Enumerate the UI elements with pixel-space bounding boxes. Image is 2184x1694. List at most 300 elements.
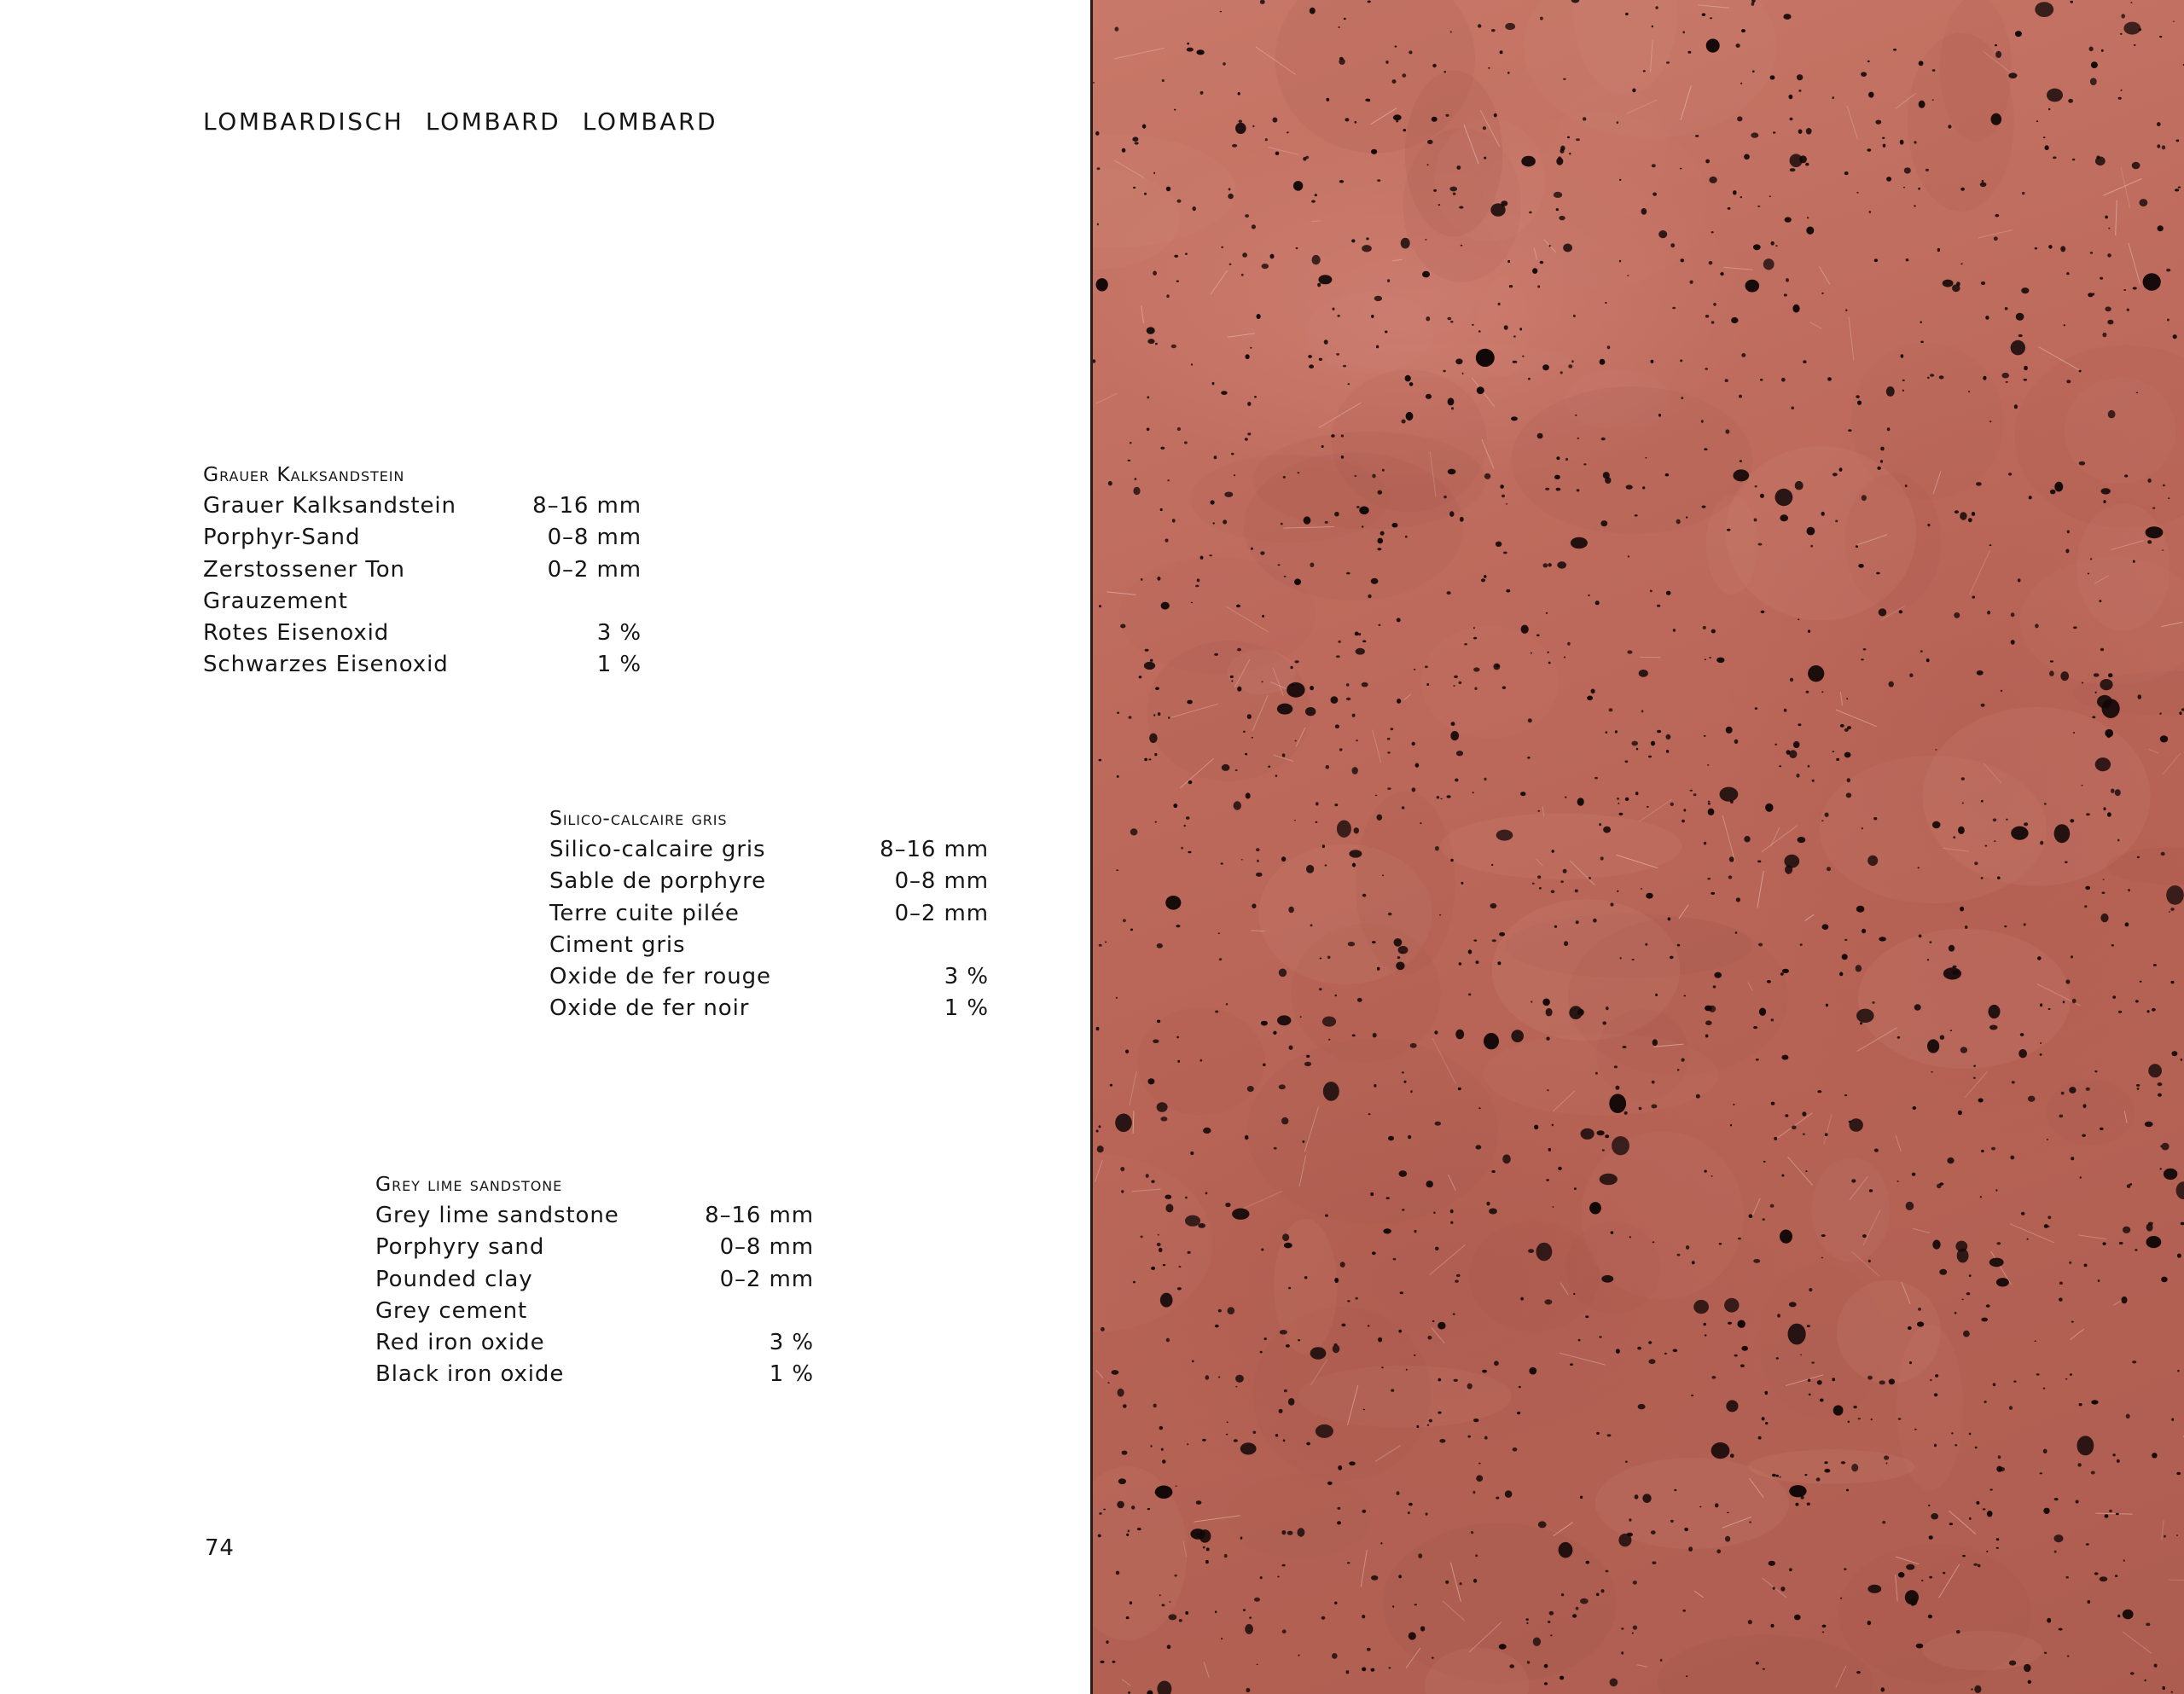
concrete-pore (2028, 1680, 2031, 1684)
concrete-pore (1651, 360, 1654, 363)
concrete-pore (1188, 780, 1193, 784)
concrete-pore (1993, 818, 1997, 821)
concrete-pore (1860, 1022, 1862, 1024)
concrete-pore (1425, 665, 1428, 668)
concrete-pore (1215, 1610, 1217, 1613)
concrete-pore (2054, 1534, 2064, 1542)
concrete-scratch (1141, 305, 1144, 323)
concrete-pore (1670, 956, 1674, 960)
concrete-pore (2082, 785, 2083, 786)
concrete-pore (1647, 806, 1649, 808)
concrete-pore (1279, 1409, 1283, 1413)
concrete-pore (1262, 615, 1264, 618)
concrete-pore (1337, 1521, 1341, 1524)
concrete-pore (2049, 670, 2054, 676)
concrete-scratch (1211, 270, 1227, 294)
concrete-pore (1600, 520, 1607, 526)
concrete-pore (1414, 669, 1415, 670)
concrete-pore (1352, 863, 1356, 867)
concrete-pore (1153, 1040, 1159, 1044)
concrete-pore (1826, 1004, 1828, 1007)
ingredient-row (375, 1232, 814, 1263)
concrete-pore (1366, 237, 1368, 240)
concrete-pore (1862, 929, 1866, 933)
ingredient-value: 8–16 mm (532, 493, 642, 519)
concrete-pore (1607, 1434, 1612, 1436)
concrete-pore (1153, 271, 1157, 276)
concrete-pore (1453, 685, 1455, 687)
concrete-pore (1565, 797, 1566, 798)
concrete-pore (1232, 1209, 1249, 1220)
concrete-pore (1110, 1084, 1112, 1087)
concrete-pore (2140, 199, 2148, 206)
concrete-pore (1962, 1299, 1964, 1301)
concrete-pore (1281, 1117, 1288, 1124)
concrete-pore (1509, 1664, 1514, 1668)
concrete-pore (1105, 942, 1107, 943)
concrete-pore (1188, 851, 1191, 854)
concrete-pore (1477, 386, 1484, 394)
concrete-pore (1908, 1326, 1912, 1330)
concrete-pore (1642, 1494, 1651, 1503)
concrete-pore (1872, 1001, 1874, 1004)
concrete-pore (1807, 1503, 1810, 1506)
concrete-pore (2018, 1049, 2027, 1058)
concrete-pore (1439, 914, 1441, 915)
concrete-scratch (1392, 259, 1403, 261)
concrete-pore (2137, 1088, 2140, 1090)
concrete-pore (1641, 710, 1644, 712)
concrete-pore (1177, 1060, 1180, 1063)
concrete-pore (1239, 120, 1242, 123)
concrete-pore (2138, 694, 2142, 699)
concrete-pore (2048, 1008, 2051, 1010)
concrete-pore (2102, 333, 2106, 337)
concrete-pore (1554, 925, 1557, 928)
concrete-pore (1789, 95, 1793, 100)
concrete-pore (2147, 479, 2151, 483)
concrete-pore (1455, 1030, 1464, 1040)
concrete-pore (1507, 260, 1510, 263)
concrete-pore (1241, 274, 1244, 276)
concrete-pore (1758, 1436, 1762, 1440)
concrete-pore (1858, 1418, 1861, 1419)
ingredient-name: Grey cement (375, 1297, 528, 1324)
concrete-pore (1573, 1293, 1575, 1295)
concrete-pore (1707, 764, 1709, 766)
concrete-pore (1777, 1314, 1780, 1317)
concrete-pore (1157, 1681, 1171, 1694)
concrete-pore (1120, 624, 1125, 629)
concrete-pore (1284, 1389, 1287, 1393)
concrete-pore (1434, 1030, 1438, 1034)
concrete-pore (2135, 1249, 2137, 1251)
concrete-pore (2047, 89, 2063, 102)
concrete-pore (1658, 414, 1661, 417)
concrete-pore (1867, 1585, 1881, 1593)
concrete-pore (1181, 847, 1183, 850)
concrete-pore (1144, 662, 1155, 670)
concrete-pore (1755, 707, 1757, 710)
concrete-pore (2013, 1381, 2016, 1383)
concrete-pore (1179, 1266, 1182, 1268)
concrete-pore (2071, 955, 2073, 958)
concrete-pore (1380, 531, 1385, 536)
concrete-pore (1133, 487, 1140, 495)
concrete-pore (1387, 787, 1391, 790)
concrete-pore (1500, 484, 1504, 489)
concrete-pore (1295, 660, 1299, 663)
concrete-pore (1352, 1035, 1356, 1037)
concrete-pore (1912, 1173, 1916, 1176)
concrete-pore (2020, 1033, 2024, 1036)
concrete-pore (1795, 481, 1804, 490)
concrete-pore (1377, 548, 1381, 550)
concrete-pore (1733, 469, 1749, 481)
concrete-pore (1708, 809, 1715, 815)
concrete-pore (1093, 82, 1095, 84)
concrete-pore (1850, 1118, 1863, 1131)
concrete-scratch (2169, 1580, 2184, 1581)
concrete-pore (1288, 907, 1294, 914)
concrete-pore (1371, 149, 1377, 154)
concrete-pore (1652, 1561, 1656, 1564)
concrete-pore (1969, 1433, 1972, 1436)
concrete-pore (1792, 1126, 1797, 1130)
concrete-pore (1265, 138, 1268, 141)
concrete-pore (1112, 1370, 1119, 1375)
concrete-pore (1757, 206, 1760, 207)
concrete-pore (1521, 156, 1536, 167)
concrete-pore (2047, 1618, 2051, 1623)
concrete-pore (1705, 1334, 1707, 1336)
concrete-pore (1848, 429, 1851, 432)
concrete-pore (1930, 941, 1932, 943)
concrete-pore (1486, 355, 1490, 358)
concrete-pore (1333, 1344, 1340, 1353)
concrete-pore (1978, 1564, 1981, 1568)
concrete-pore (1116, 869, 1118, 871)
concrete-pore (2086, 1088, 2090, 1091)
concrete-pore (2065, 862, 2068, 864)
concrete-pore (1186, 816, 1190, 820)
concrete-pore (1635, 514, 1638, 516)
concrete-pore (2073, 732, 2075, 734)
concrete-pore (1310, 563, 1314, 568)
concrete-pore (1122, 1451, 1128, 1455)
concrete-scratch (1896, 1135, 1901, 1152)
concrete-pore (1096, 1027, 1100, 1030)
concrete-pore (1476, 349, 1495, 367)
concrete-pore (1763, 1161, 1766, 1163)
concrete-pore (1246, 354, 1250, 359)
concrete-pore (1713, 303, 1716, 306)
concrete-pore (1798, 837, 1806, 843)
concrete-pore (1252, 1431, 1256, 1434)
concrete-pore (1629, 1518, 1631, 1521)
concrete-pore (1129, 716, 1132, 718)
concrete-pore (1983, 1508, 1986, 1510)
concrete-pore (1696, 1094, 1700, 1099)
concrete-pore (1455, 1279, 1459, 1282)
concrete-pore (1901, 354, 1904, 357)
concrete-pore (1165, 1195, 1171, 1199)
concrete-pore (1453, 1314, 1455, 1315)
concrete-pore (1273, 118, 1278, 123)
concrete-pore (1397, 956, 1401, 959)
concrete-pore (1392, 79, 1397, 84)
concrete-pore (1874, 1149, 1879, 1152)
concrete-pore (1334, 1278, 1339, 1283)
concrete-pore (1560, 148, 1564, 154)
concrete-pore (2177, 1254, 2181, 1258)
concrete-pore (1531, 1001, 1532, 1002)
concrete-pore (1879, 937, 1886, 941)
concrete-pore (1404, 1081, 1407, 1083)
concrete-pore (1856, 395, 1860, 398)
concrete-pore (2132, 162, 2140, 170)
concrete-pore (1869, 211, 1871, 213)
concrete-pore (1879, 1380, 1885, 1384)
concrete-pore (1245, 1135, 1249, 1140)
concrete-pore (1683, 809, 1686, 811)
concrete-pore (1965, 925, 1968, 929)
concrete-pore (1165, 1204, 1173, 1212)
concrete-pore (1808, 665, 1824, 682)
concrete-pore (1666, 591, 1671, 595)
concrete-mottle (2046, 1080, 2135, 1146)
concrete-scratch (1757, 871, 1763, 908)
concrete-pore (1159, 1426, 1164, 1430)
concrete-pore (1362, 525, 1363, 528)
concrete-pore (1334, 512, 1339, 517)
concrete-mottle (2014, 345, 2184, 528)
concrete-pore (1473, 1579, 1477, 1583)
concrete-pore (2059, 1115, 2063, 1118)
concrete-pore (1977, 670, 1984, 676)
concrete-pore (1611, 1231, 1614, 1233)
concrete-pore (1986, 1304, 1990, 1308)
concrete-pore (1167, 479, 1170, 481)
concrete-pore (2091, 1400, 2098, 1404)
concrete-pore (2102, 891, 2106, 894)
concrete-pore (1809, 1394, 1811, 1395)
concrete-scratch (1824, 1115, 1832, 1145)
concrete-pore (2115, 1575, 2117, 1577)
concrete-pore (2133, 287, 2137, 289)
concrete-pore (1148, 758, 1151, 760)
concrete-pore (1862, 495, 1867, 501)
concrete-pore (1867, 1621, 1872, 1625)
concrete-pore (1948, 125, 1951, 128)
concrete-pore (1499, 932, 1505, 937)
concrete-pore (1260, 1576, 1263, 1579)
concrete-pore (1155, 343, 1158, 345)
concrete-pore (1849, 1121, 1851, 1123)
concrete-pore (1991, 113, 2002, 125)
concrete-pore (1196, 1533, 1199, 1535)
concrete-pore (1556, 488, 1561, 491)
concrete-pore (2123, 1227, 2130, 1233)
concrete-pore (1672, 307, 1676, 310)
concrete-pore (1917, 1321, 1924, 1326)
concrete-pore (1740, 196, 1743, 198)
concrete-pore (1840, 724, 1844, 728)
ingredient-value: 0–8 mm (894, 868, 989, 895)
concrete-pore (1397, 699, 1401, 704)
concrete-pore (2107, 812, 2111, 816)
concrete-pore (1331, 696, 1339, 704)
concrete-pore (1591, 689, 1595, 694)
concrete-pore (1494, 113, 1497, 118)
concrete-pore (1490, 903, 1497, 908)
concrete-pore (2079, 1403, 2082, 1406)
concrete-pore (2120, 33, 2123, 35)
concrete-pore (1808, 1378, 1811, 1382)
concrete-pore (1130, 442, 1132, 444)
concrete-pore (1398, 1330, 1402, 1333)
concrete-pore (1939, 1269, 1947, 1275)
concrete-pore (1580, 1598, 1589, 1604)
concrete-pore (1762, 1417, 1765, 1420)
concrete-pore (2077, 1463, 2081, 1466)
concrete-pore (1673, 1349, 1678, 1353)
concrete-pore (1279, 1084, 1286, 1089)
concrete-pore (1758, 543, 1763, 546)
concrete-pore (1822, 924, 1829, 930)
concrete-pore (1844, 752, 1851, 758)
concrete-pore (2036, 1373, 2040, 1376)
concrete-pore (1505, 1490, 1513, 1498)
concrete-pore (1867, 148, 1871, 151)
concrete-pore (1962, 803, 1964, 804)
concrete-pore (1683, 31, 1685, 33)
concrete-pore (1221, 862, 1223, 864)
concrete-pore (2090, 78, 2097, 85)
concrete-pore (1867, 61, 1870, 62)
concrete-pore (1893, 49, 1896, 51)
concrete-pore (1141, 578, 1142, 581)
concrete-pore (1789, 1485, 1806, 1497)
concrete-pore (1335, 995, 1337, 996)
concrete-scratch (1723, 267, 1753, 270)
concrete-pore (2086, 1543, 2089, 1546)
concrete-pore (1478, 1107, 1480, 1109)
concrete-pore (1989, 1488, 1992, 1490)
concrete-pore (1231, 453, 1234, 455)
concrete-pore (1578, 1339, 1581, 1342)
concrete-pore (2067, 531, 2070, 534)
concrete-pore (1098, 1534, 1101, 1538)
concrete-pore (1282, 1233, 1289, 1241)
concrete-pore (2170, 908, 2174, 911)
concrete-pore (1371, 315, 1374, 318)
concrete-pore (1847, 778, 1850, 782)
concrete-mottle (1811, 1157, 1890, 1262)
concrete-pore (1287, 131, 1289, 133)
concrete-pore (1232, 144, 1237, 148)
concrete-pore (1260, 0, 1265, 4)
concrete-pore (1132, 136, 1138, 142)
concrete-pore (1806, 227, 1814, 235)
concrete-pore (1367, 1648, 1371, 1651)
concrete-pore (2043, 1508, 2049, 1514)
concrete-pore (1474, 687, 1477, 690)
concrete-pore (1803, 1134, 1805, 1135)
concrete-pore (1820, 1399, 1824, 1402)
concrete-pore (2084, 1264, 2088, 1268)
concrete-pore (1615, 1086, 1619, 1090)
concrete-pore (1286, 1344, 1290, 1348)
concrete-pore (1937, 1184, 1942, 1188)
concrete-pore (1456, 751, 1463, 756)
concrete-pore (1873, 817, 1877, 820)
concrete-pore (2028, 1096, 2036, 1102)
concrete-pore (1632, 1633, 1634, 1634)
concrete-pore (1484, 575, 1486, 578)
concrete-pore (1356, 740, 1358, 741)
concrete-pore (2146, 1223, 2153, 1231)
concrete-pore (1153, 714, 1155, 716)
concrete-pore (1753, 244, 1761, 250)
concrete-pore (1588, 595, 1590, 596)
concrete-pore (1653, 1241, 1655, 1243)
concrete-pore (1528, 718, 1532, 722)
concrete-pore (1609, 1094, 1626, 1113)
concrete-pore (2090, 252, 2093, 254)
concrete-pore (1118, 1389, 1124, 1397)
concrete-scratch (2095, 1513, 2132, 1514)
concrete-pore (1108, 481, 1112, 486)
concrete-pore (1450, 731, 1459, 740)
concrete-pore (1725, 429, 1729, 433)
concrete-pore (1435, 1247, 1439, 1250)
concrete-pore (1356, 648, 1365, 655)
concrete-pore (1338, 641, 1340, 643)
concrete-pore (1653, 193, 1657, 196)
concrete-pore (1405, 536, 1408, 538)
concrete-pore (2152, 508, 2155, 509)
concrete-pore (1187, 700, 1193, 705)
concrete-pore (1438, 1322, 1445, 1330)
concrete-pore (1203, 1546, 1205, 1549)
concrete-pore (1968, 391, 1970, 392)
concrete-pore (1237, 687, 1241, 692)
concrete-pore (1528, 1249, 1534, 1253)
concrete-pore (2095, 757, 2111, 771)
concrete-pore (1751, 132, 1758, 137)
concrete-pore (1681, 258, 1685, 262)
concrete-pore (1807, 527, 1815, 536)
concrete-pore (1223, 519, 1227, 524)
concrete-pore (1763, 1218, 1765, 1221)
concrete-pore (1913, 1106, 1917, 1110)
concrete-pore (2103, 1242, 2106, 1244)
concrete-pore (1599, 1336, 1602, 1337)
concrete-pore (1919, 101, 1926, 108)
concrete-pore (1966, 1292, 1970, 1295)
concrete-pore (1704, 735, 1706, 737)
concrete-pore (1294, 578, 1301, 585)
concrete-pore (1914, 205, 1915, 206)
concrete-pore (1372, 1251, 1376, 1255)
concrete-pore (2167, 319, 2169, 322)
concrete-pore (1595, 1072, 1598, 1075)
concrete-pore (1399, 1170, 1408, 1177)
concrete-pore (1710, 17, 1712, 19)
concrete-pore (1238, 92, 1240, 96)
concrete-pore (1496, 542, 1502, 547)
